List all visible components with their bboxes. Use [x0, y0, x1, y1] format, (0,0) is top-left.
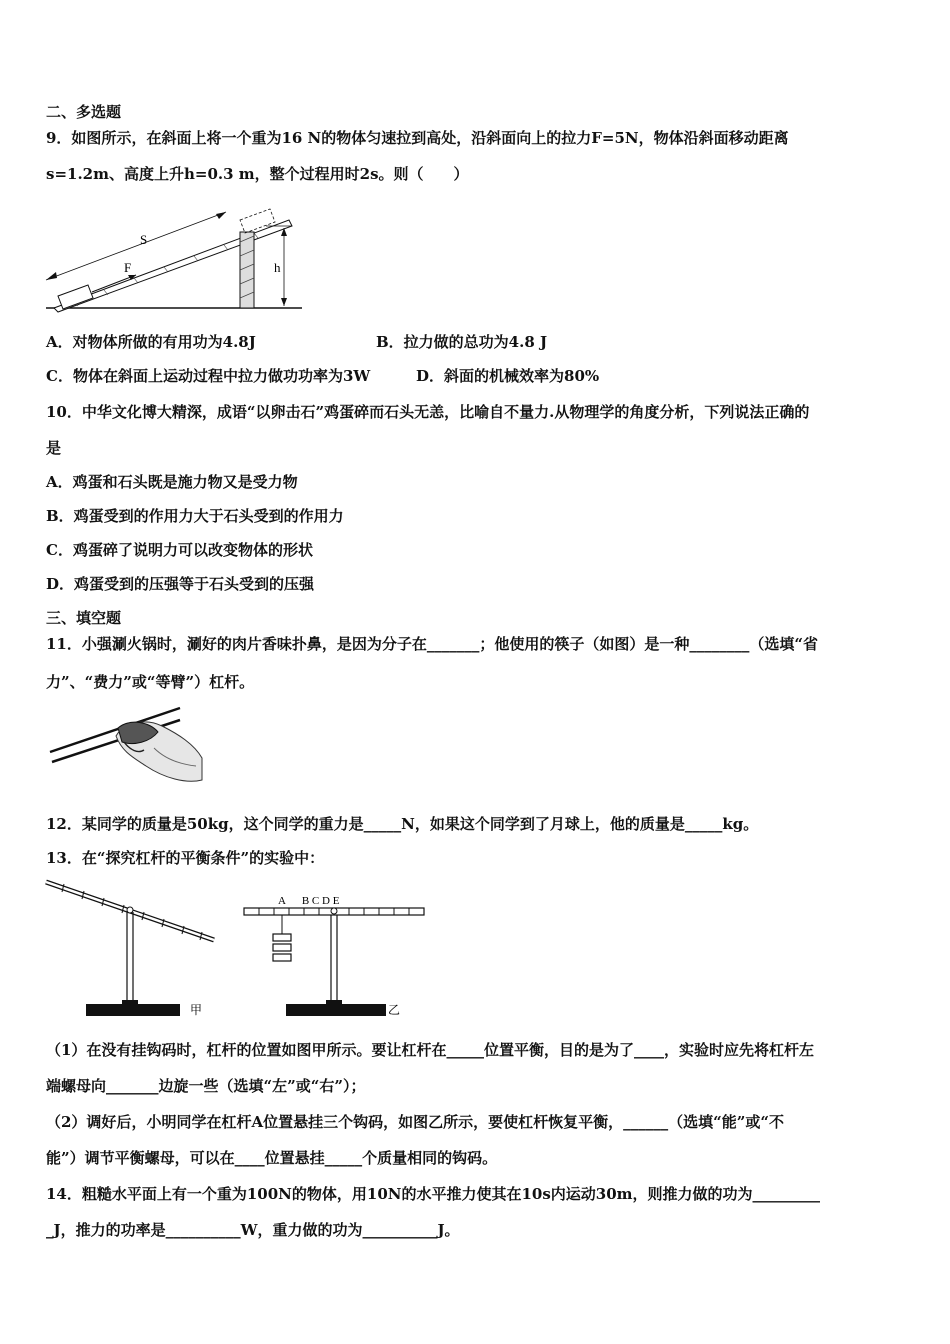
section-fill-blank: 三、填空题 [46, 609, 122, 627]
label-force-f: F [124, 260, 132, 275]
q14-line2: _J，推力的功率是__________W，重力做的功为__________J。 [46, 1221, 460, 1239]
label-height-h: h [274, 260, 281, 275]
q12-line1: 12．某同学的质量是50kg，这个同学的重力是_____N，如果这个同学到了月球上，他的质量是_____kg。 [46, 815, 759, 833]
q13-line1: 13．在“探究杠杆的平衡条件”的实验中： [46, 849, 325, 867]
q9-option-b: B．拉力做的总功为4.8 J [376, 333, 548, 351]
section-multi-choice: 二、多选题 [46, 103, 122, 121]
q9-option-c: C．物体在斜面上运动过程中拉力做功功率为3W [46, 367, 371, 385]
lever-figure-yi [244, 895, 424, 1017]
label-yi: 乙 [388, 1003, 401, 1017]
q11-line2: 力”、“费力”或“等臂”）杠杆。 [46, 673, 255, 691]
label-jia: 甲 [190, 1003, 203, 1017]
lever-figures [44, 878, 434, 1024]
q10-option-c: C．鸡蛋碎了说明力可以改变物体的形状 [46, 541, 313, 559]
q14-line1: 14．粗糙水平面上有一个重为100N的物体，用10N的水平推力使其在10s内运动30m，则推力做的功为_________ [46, 1185, 821, 1203]
chopsticks-figure [46, 700, 206, 786]
lever-figure-jia [46, 882, 214, 1017]
q13-part2-line1: （2）调好后，小明同学在杠杆A位置悬挂三个钩码，如图乙所示，要使杠杆恢复平衡，______（选填“能”或“不 [46, 1113, 784, 1131]
incline-figure [44, 198, 304, 314]
q9-option-d: D．斜面的机械效率为80% [416, 367, 600, 385]
q13-part1-line1: （1）在没有挂钩码时，杠杆的位置如图甲所示。要让杠杆在_____位置平衡，目的是为了____，实验时应先将杠杆左 [46, 1041, 814, 1059]
q9-option-a: A．对物体所做的有用功为4.8J [46, 333, 256, 351]
q9-stem-line2: s=1.2m、高度上升h=0.3 m，整个过程用时2s。则（ ） [46, 165, 469, 183]
q11-line1: 11．小强涮火锅时，涮好的肉片香味扑鼻，是因为分子在_______；他使用的筷子（如图）是一种________（选填“省 [46, 635, 819, 653]
q10-option-b: B．鸡蛋受到的作用力大于石头受到的作用力 [46, 507, 344, 525]
q13-part2-line2: 能”）调节平衡螺母，可以在____位置悬挂_____个质量相同的钩码。 [46, 1149, 498, 1167]
q10-option-a: A．鸡蛋和石头既是施力物又是受力物 [46, 473, 298, 491]
q13-part1-line2: 端螺母向_______边旋一些（选填“左”或“右”）； [46, 1077, 366, 1095]
q9-stem-line1: 9．如图所示，在斜面上将一个重为16 N的物体匀速拉到高处，沿斜面向上的拉力F=5N，物体沿斜面移动距离 [46, 129, 789, 147]
lever-point-labels: A B C D E [278, 895, 340, 907]
q10-option-d: D．鸡蛋受到的压强等于石头受到的压强 [46, 575, 315, 593]
label-distance-s: S [140, 232, 148, 247]
q10-stem-line2: 是 [46, 439, 62, 457]
q10-stem-line1: 10．中华文化博大精深，成语“以卵击石”鸡蛋碎而石头无恙，比喻自不量力.从物理学的角度分析，下列说法正确的 [46, 403, 810, 421]
